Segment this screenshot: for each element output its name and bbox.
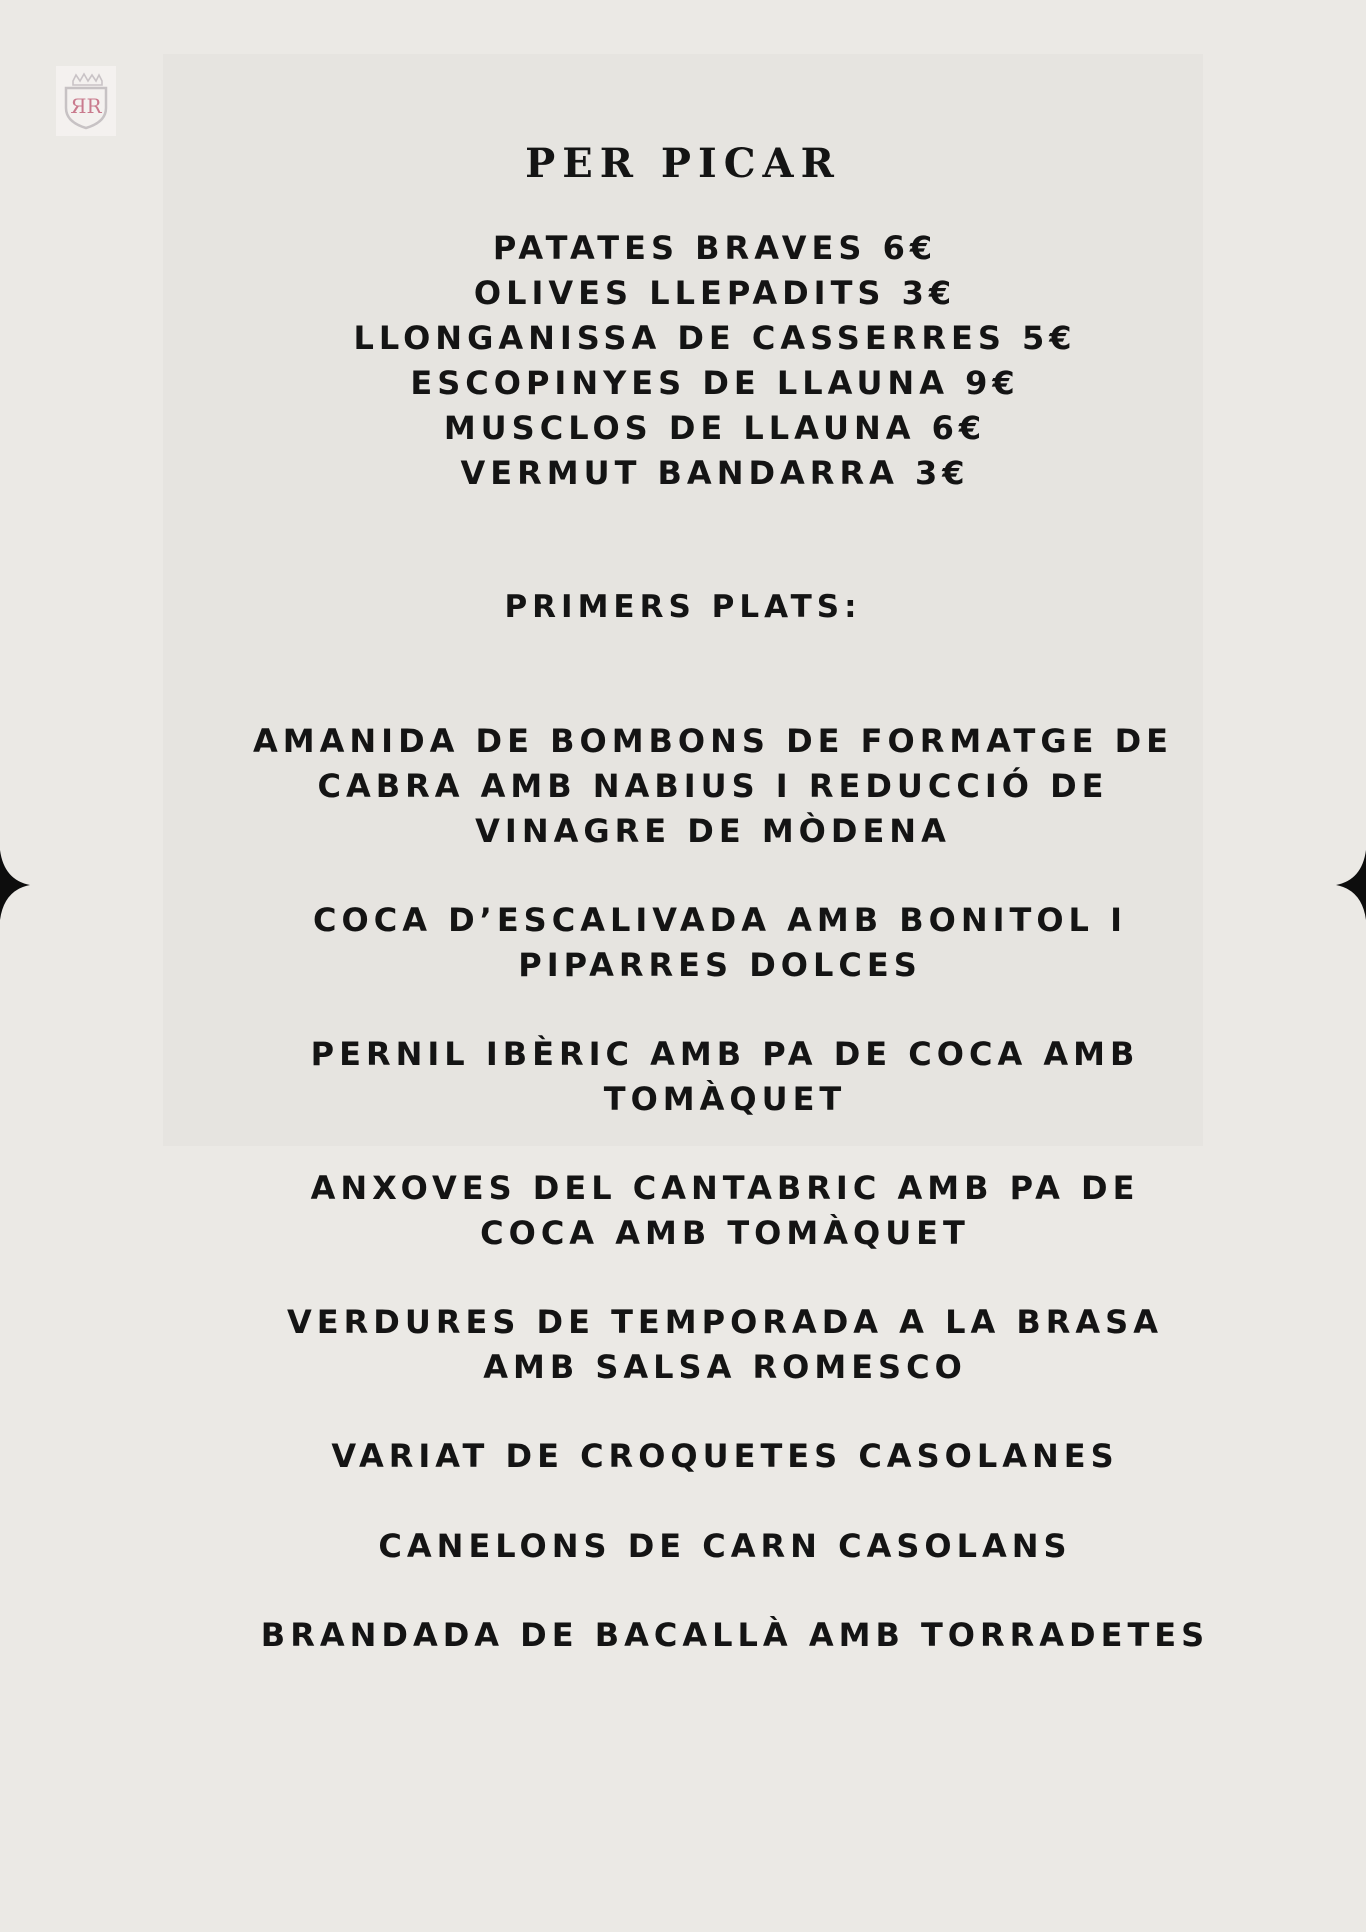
list-item: BRANDADA DE BACALLÀ AMB TORRADETES — [260, 1616, 1210, 1654]
primers-plats-title: PRIMERS PLATS: — [504, 589, 862, 625]
list-item: PERNIL IBÈRIC AMB PA DE COCA AMB TOMÀQUET — [310, 1035, 1140, 1118]
list-item: CANELONS DE CARN CASOLANS — [378, 1527, 1072, 1565]
per-picar-list — [300, 226, 1130, 496]
list-item: VERDURES DE TEMPORADA A LA BRASA AMB SALSA ROMESCO — [287, 1303, 1163, 1386]
list-item: VARIAT DE CROQUETES CASOLANES — [331, 1437, 1119, 1475]
list-item: PATATES BRAVES 6€ — [492, 229, 938, 267]
restaurant-crest-icon — [56, 66, 116, 136]
star-ornament-icon — [0, 850, 30, 920]
list-item: OLIVES LLEPADITS 3€ — [473, 274, 957, 312]
list-item: ESCOPINYES DE LLAUNA 9€ — [410, 364, 1020, 402]
svg-text:ЯR: ЯR — [70, 94, 102, 118]
list-item: ANXOVES DEL CANTABRIC AMB PA DE COCA AMB TOMÀQUET — [310, 1169, 1140, 1252]
list-item: COCA D’ESCALIVADA AMB BONITOL I PIPARRES DOLCES — [313, 901, 1127, 984]
per-picar-title: PER PICAR — [525, 140, 841, 187]
list-item: VERMUT BANDARRA 3€ — [460, 454, 970, 492]
list-item: LLONGANISSA DE CASSERRES 5€ — [353, 319, 1077, 357]
star-ornament-icon — [1336, 850, 1366, 920]
list-item: AMANIDA DE BOMBONS DE FORMATGE DE CABRA AMB NABIUS I REDUCCIÓ DE VINAGRE DE MÒDENA — [253, 722, 1173, 850]
list-item: MUSCLOS DE LLAUNA 6€ — [443, 409, 987, 447]
